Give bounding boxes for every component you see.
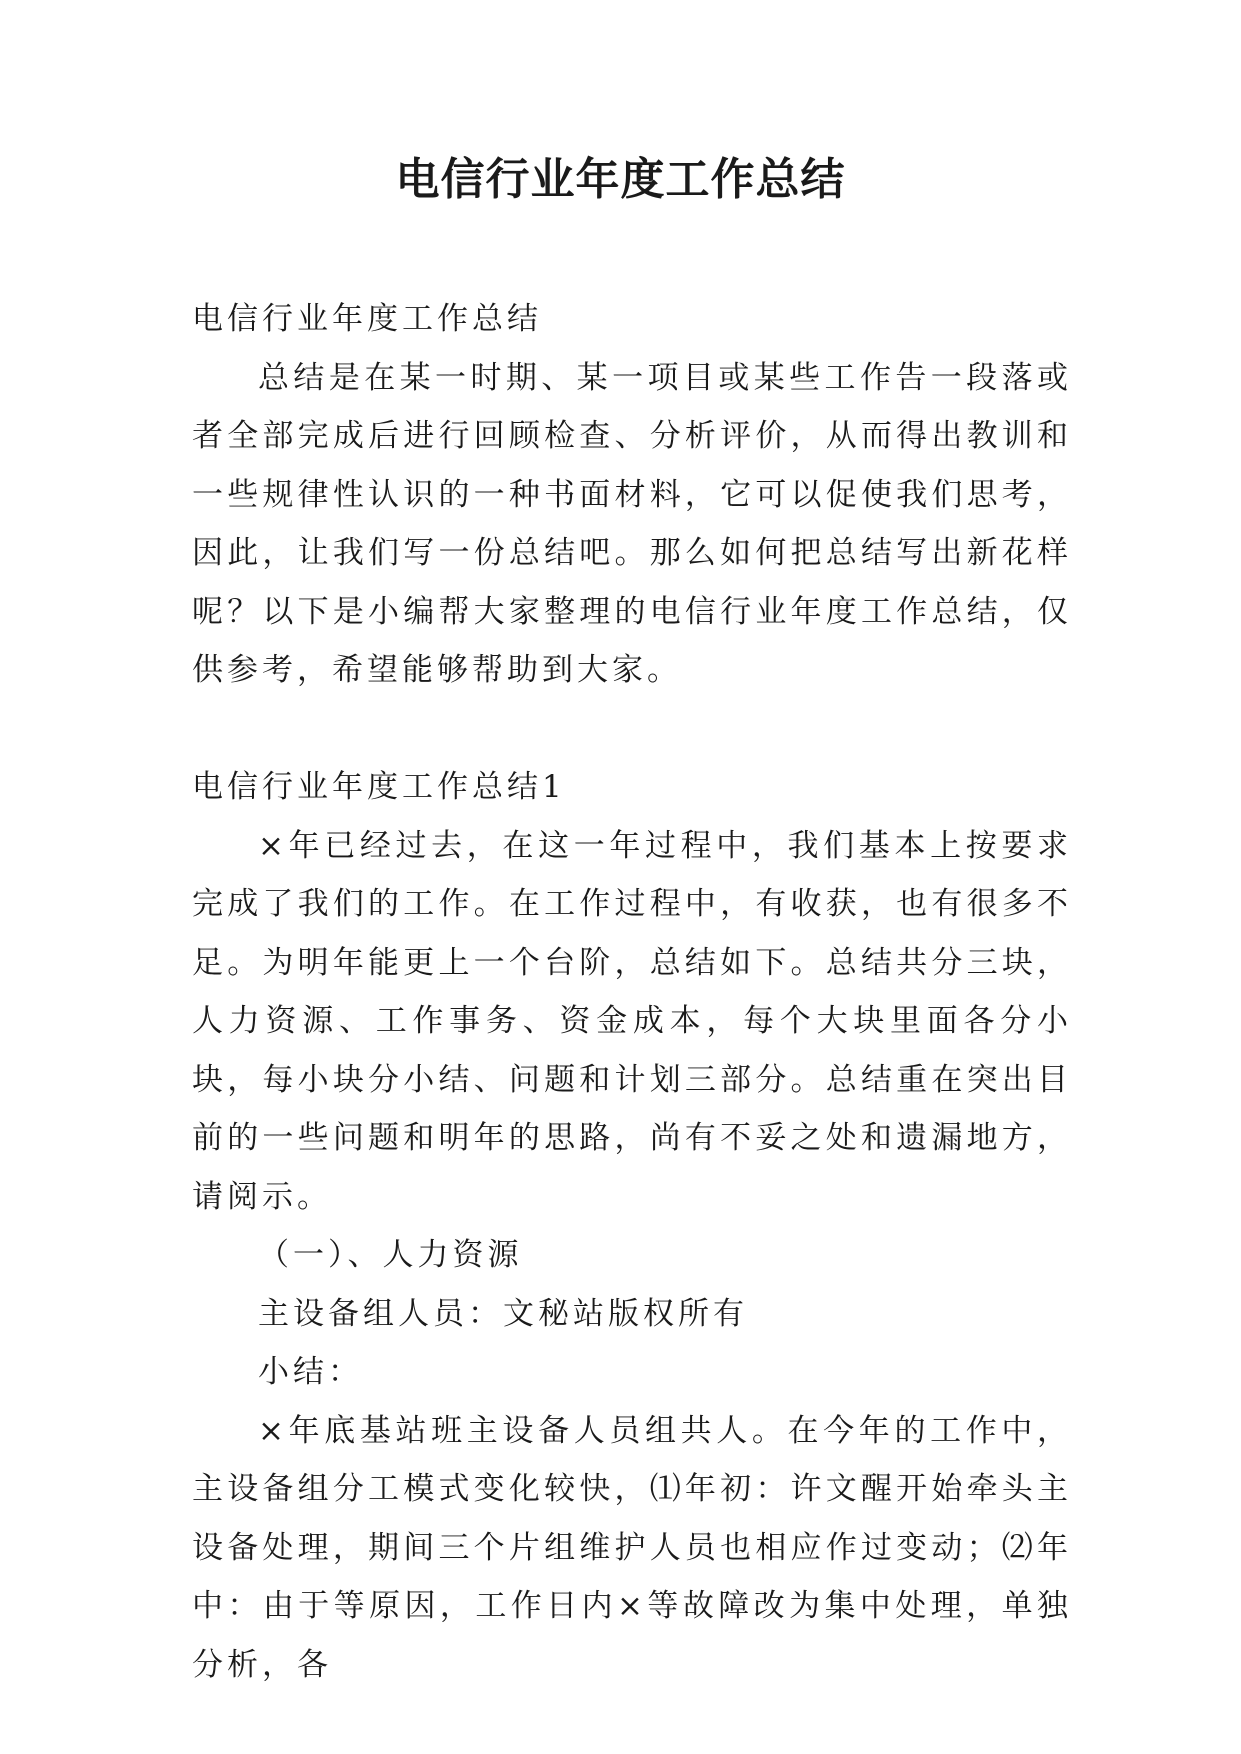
summary-label: 小结： (258, 1354, 363, 1390)
document-body (192, 290, 1072, 1694)
section1-paragraph: ×年已经过去，在这一年过程中，我们基本上按要求完成了我们的工作。在工作过程中，有收获，也有很多不足。为明年能更上一个台阶，总结如下。总结共分三块，人力资源、工作事务、资金成本，每个大块里面各分小块，每小块分小结、问题和计划三部分。总结重在突出目前的一些问题和明年的思路，尚有不妥之处和遗漏地方，请阅示。 (192, 827, 1072, 1215)
paragraph-gap (192, 700, 1072, 759)
intro-heading: 电信行业年度工作总结 (192, 301, 542, 337)
intro-paragraph: 总结是在某一时期、某一项目或某些工作告一段落或者全部完成后进行回顾检查、分析评价，从而得出教训和一些规律性认识的一种书面材料，它可以促使我们思考，因此，让我们写一份总结吧。那么如何把总结写出新花样呢？以下是小编帮大家整理的电信行业年度工作总结，仅供参考，希望能够帮助到大家。 (192, 359, 1072, 688)
hr-subheading: （一）、人力资源 (258, 1237, 523, 1273)
document-title: 电信行业年度工作总结 (395, 154, 846, 205)
summary-paragraph: ×年底基站班主设备人员组共人。在今年的工作中，主设备组分工模式变化较快，⑴年初：许文醒开始牵头主设备处理，期间三个片组维护人员也相应作过变动；⑵年中：由于等原因，工作日内×等故障改为集中处理，单独分析，各 (192, 1412, 1072, 1683)
section1-heading: 电信行业年度工作总结1 (192, 769, 566, 805)
main-equipment-staff-line: 主设备组人员：文秘站版权所有 (258, 1295, 748, 1332)
